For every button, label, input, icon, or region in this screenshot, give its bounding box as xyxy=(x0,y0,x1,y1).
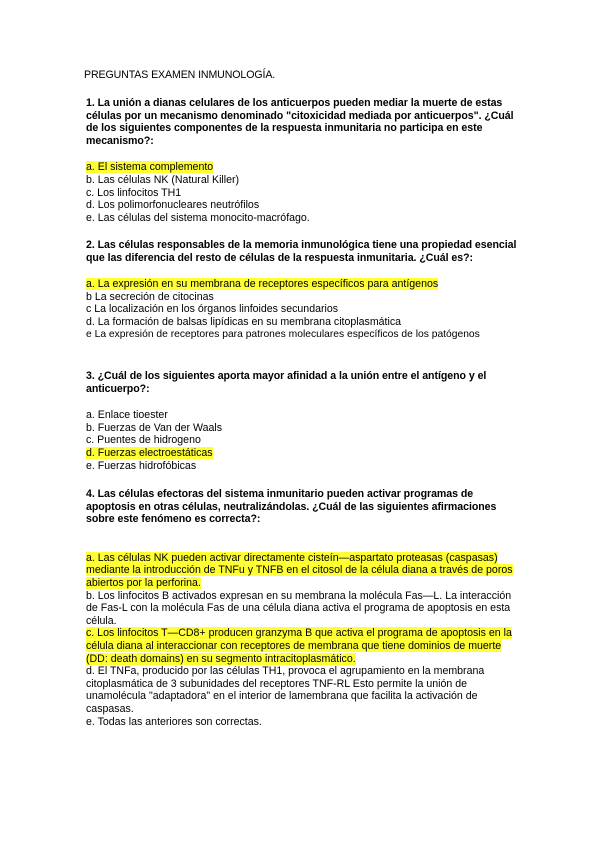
q1-option-a: a. El sistema complemento xyxy=(86,161,214,174)
q2-option-c: c La localización en los órganos linfoides secundarios xyxy=(86,303,339,316)
q4-option-e: e. Todas las anteriores son correctas. xyxy=(86,715,262,728)
question-1-stem: 1. La unión a dianas celulares de los anticuerpos pueden mediar la muerte de estas células por un mecanismo denominado "citoxicidad mediada por anticuerpos". ¿Cuál de los siguientes componentes de la respuesta inmunitaria no participa en este mecanismo?: xyxy=(86,97,514,147)
q4-option-d: d. El TNFa, producido por las células TH1, provoca el agrupamiento en la membrana citoplasmática de 3 subunidades del receptores TNF-RL Esto permite la unión de unamolécula "adaptadora" en el interior de lamembrana que facilita la activación de caspasas. xyxy=(86,665,485,715)
question-1 xyxy=(86,97,522,224)
q3-option-d: d. Fuerzas electroestáticas xyxy=(86,446,213,459)
question-3 xyxy=(86,370,522,472)
q2-option-b: b La secreción de citocinas xyxy=(86,290,214,303)
q1-option-c: c. Los linfocitos TH1 xyxy=(86,186,182,199)
q3-option-b: b. Fuerzas de Van der Waals xyxy=(86,421,223,434)
question-4 xyxy=(86,488,522,728)
q1-option-e: e. Las células del sistema monocito-macrófago. xyxy=(86,211,310,224)
q4-option-c: c. Los linfocitos T—CD8+ producen granzyma B que activa el programa de apoptosis en la célula diana al interaccionar con receptores de membrana que tiene dominios de muerte (DD: death domains) en su segmento intracitoplasmático. xyxy=(86,627,512,665)
q4-option-a: a. Las células NK pueden activar directamente cisteín—aspartato proteasas (caspasas) mediante la introducción de TNFu y TNFB en el citosol de la célula diana a través de poros abiertos por la perforina. xyxy=(86,551,513,589)
q2-option-e: e La expresión de receptores para patrones moleculares específicos de los patógenos xyxy=(86,328,480,340)
question-3-stem: 3. ¿Cuál de los siguientes aporta mayor afinidad a la unión entre el antígeno y el anticuerpo?: xyxy=(86,370,487,395)
document-title: PREGUNTAS EXAMEN INMUNOLOGÍA. xyxy=(84,69,276,81)
q4-option-b: b. Los linfocitos B activados expresan en su membrana la molécula Fas—L. La interacción de Fas-L con la molécula Fas de una célula diana activa el programa de apoptosis en esta célula. xyxy=(86,589,512,627)
question-2 xyxy=(86,239,522,341)
question-2-stem: 2. Las células responsables de la memoria inmunológica tiene una propiedad esencial que las diferencia del resto de células de la respuesta inmunitaria. ¿Cuál es?: xyxy=(86,239,517,264)
q2-option-a: a. La expresión en su membrana de receptores específicos para antígenos xyxy=(86,278,439,291)
q3-option-e: e. Fuerzas hidrofóbicas xyxy=(86,459,197,472)
q2-option-d: d. La formación de balsas lipídicas en su membrana citoplasmática xyxy=(86,315,402,328)
question-4-stem: 4. Las células efectoras del sistema inmunitario pueden activar programas de apoptosis en otras células, neutralizándolas. ¿Cuál de las siguientes afirmaciones sobre este fenómeno es correcta?: xyxy=(86,488,497,526)
q3-option-a: a. Enlace tioester xyxy=(86,409,168,422)
q1-option-b: b. Las células NK (Natural Killer) xyxy=(86,173,240,186)
q1-option-d: d. Los polimorfonucleares neutrófilos xyxy=(86,199,260,212)
q3-option-c: c. Puentes de hidrogeno xyxy=(86,434,201,447)
